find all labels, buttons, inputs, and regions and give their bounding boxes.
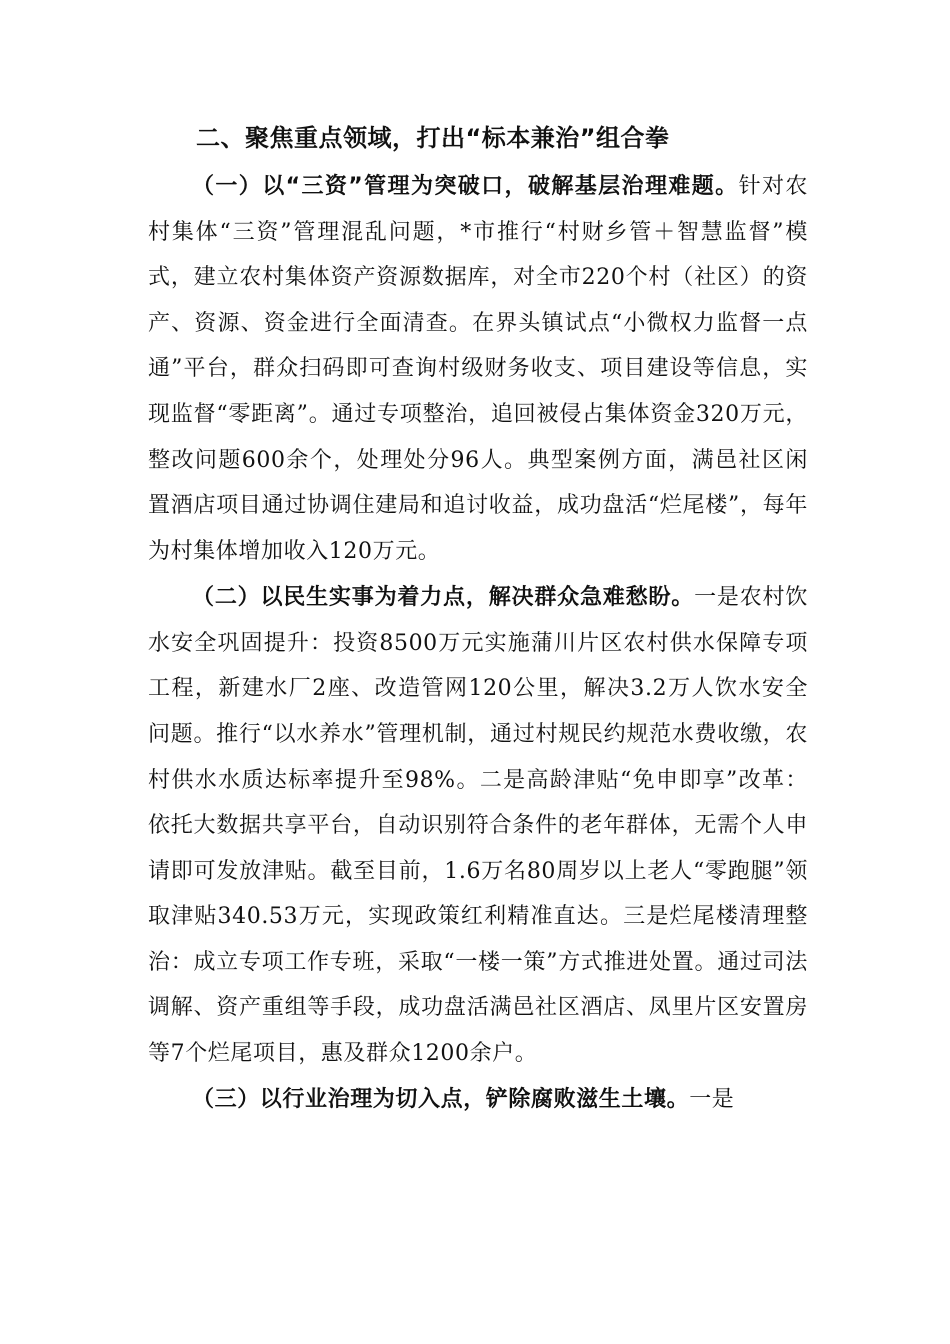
- paragraph-2: [148, 575, 808, 1077]
- paragraph-2-text: 一是农村饮水安全巩固提升：投资8500万元实施蒲川片区农村供水保障专项工程，新建水厂2座、改造管网120公里，解决3.2万人饮水安全问题。推行“以水养水”管理机制，通过村规民约规范水费收缴，农村供水水质达标率提升至98%。二是高龄津贴“免申即享”改革：依托大数据共享平台，自动识别符合条件的老年群体，无需个人申请即可发放津贴。截至目前，1.6万名80周岁以上老人“零跑腿”领取津贴340.53万元，实现政策红利精准直达。三是烂尾楼清理整治：成立专项工作专班，采取“一楼一策”方式推进处置。通过司法调解、资产重组等手段，成功盘活满邑社区酒店、凤里片区安置房等7个烂尾项目，惠及群众1200余户。: [148, 585, 808, 1067]
- paragraph-3-lead: （三）以行业治理为切入点，铲除腐败滋生土壤。: [192, 1086, 690, 1112]
- paragraph-1: [148, 164, 808, 574]
- paragraph-2-lead: （二）以民生实事为着力点，解决群众急难愁盼。: [192, 585, 695, 611]
- section-heading: 二、聚焦重点领域，打出“标本兼治”组合拳: [196, 124, 670, 152]
- paragraph-3: [148, 1077, 808, 1123]
- paragraph-1-lead: （一）以“三资”管理为突破口，破解基层治理难题。: [192, 174, 739, 199]
- paragraph-1-text: 针对农村集体“三资”管理混乱问题，*市推行“村财乡管＋智慧监督”模式，建立农村集体资产资源数据库，对全市220个村（社区）的资产、资源、资金进行全面清查。在界头镇试点“小微权力监督一点通”平台，群众扫码即可查询村级财务收支、项目建设等信息，实现监督“零距离”。通过专项整治，追回被侵占集体资金320万元，整改问题600余个，处理处分96人。典型案例方面，满邑社区闲置酒店项目通过协调住建局和追讨收益，成功盘活“烂尾楼”，每年为村集体增加收入120万元。: [148, 174, 808, 564]
- paragraph-3-text: 一是: [689, 1086, 735, 1112]
- body-text: [148, 164, 808, 1122]
